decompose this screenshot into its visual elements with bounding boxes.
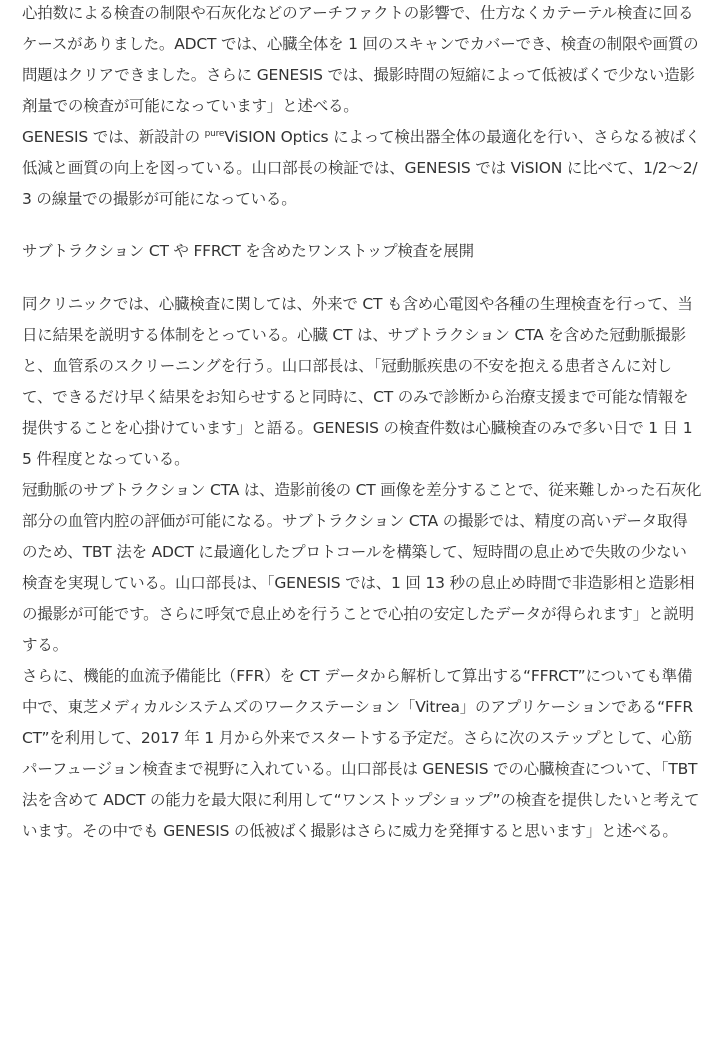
pure-superscript: pure <box>204 129 225 139</box>
section-heading: サブトラクション CT や FFRCT を含めたワンストップ検査を展開 <box>22 242 474 260</box>
paragraph-1: 心拍数による検査の制限や石灰化などのアーチファクトの影響で、仕方なくカテーテル検査に回るケースがありました。ADCT では、心臓全体を 1 回のスキャンでカバーでき、検査の制限や画質の問題はクリアできました。さらに GENESIS では、撮影時間の短縮によって低被ばくで少ない造影剤量での検査が可能になっています」と述べる。 <box>22 4 699 115</box>
paragraph-2-lead: GENESIS では、新設計の <box>22 128 205 146</box>
paragraph-2-rest: ViSION Optics によって検出器全体の最適化を行い、さらなる被ばく低減と画質の向上を図っている。山口部長の検証では、GENESIS では ViSION に比べて、1/2～2/3 の線量での撮影が可能になっている。 <box>22 128 701 208</box>
paragraph-2 <box>22 122 702 215</box>
paragraph-5: さらに、機能的血流予備能比（FFR）を CT データから解析して算出する“FFRCT”についても準備中で、東芝メディカルシステムズのワークステーション「Vitrea」のアプリケーションである“FFRCT”を利用して、2017 年 1 月から外来でスタートする予定だ。さらに次のステップとして、心筋パーフュージョン検査まで視野に入れている。山口部長は GENESIS での心臓検査について、「TBT 法を含めて ADCT の能力を最大限に利用して“ワンストップショップ”の検査を提供したいと考えています。その中でも GENESIS の低被ばく撮影はさらに威力を発揮すると思います」と述べる。 <box>22 667 700 840</box>
article-body <box>22 0 702 847</box>
paragraph-3: 同クリニックでは、心臓検査に関しては、外来で CT も含め心電図や各種の生理検査を行って、当日に結果を説明する体制をとっている。心臓 CT は、サブトラクション CTA を含めた冠動脈撮影と、血管系のスクリーニングを行う。山口部長は、「冠動脈疾患の不安を抱える患者さんに対して、できるだけ早く結果をお知らせすると同時に、CT のみで診断から治療支援まで可能な情報を提供することを心掛けています」と語る。GENESIS の検査件数は心臓検査のみで多い日で 1 日 15 件程度となっている。 <box>22 295 693 468</box>
paragraph-4: 冠動脈のサブトラクション CTA は、造影前後の CT 画像を差分することで、従来難しかった石灰化部分の血管内腔の評価が可能になる。サブトラクション CTA の撮影では、精度の高いデータ取得のため、TBT 法を ADCT に最適化したプロトコールを構築して、短時間の息止めで失敗の少ない検査を実現している。山口部長は、「GENESIS では、1 回 13 秒の息止め時間で非造影相と造影相の撮影が可能です。さらに呼気で息止めを行うことで心拍の安定したデータが得られます」と説明する。 <box>22 481 702 654</box>
